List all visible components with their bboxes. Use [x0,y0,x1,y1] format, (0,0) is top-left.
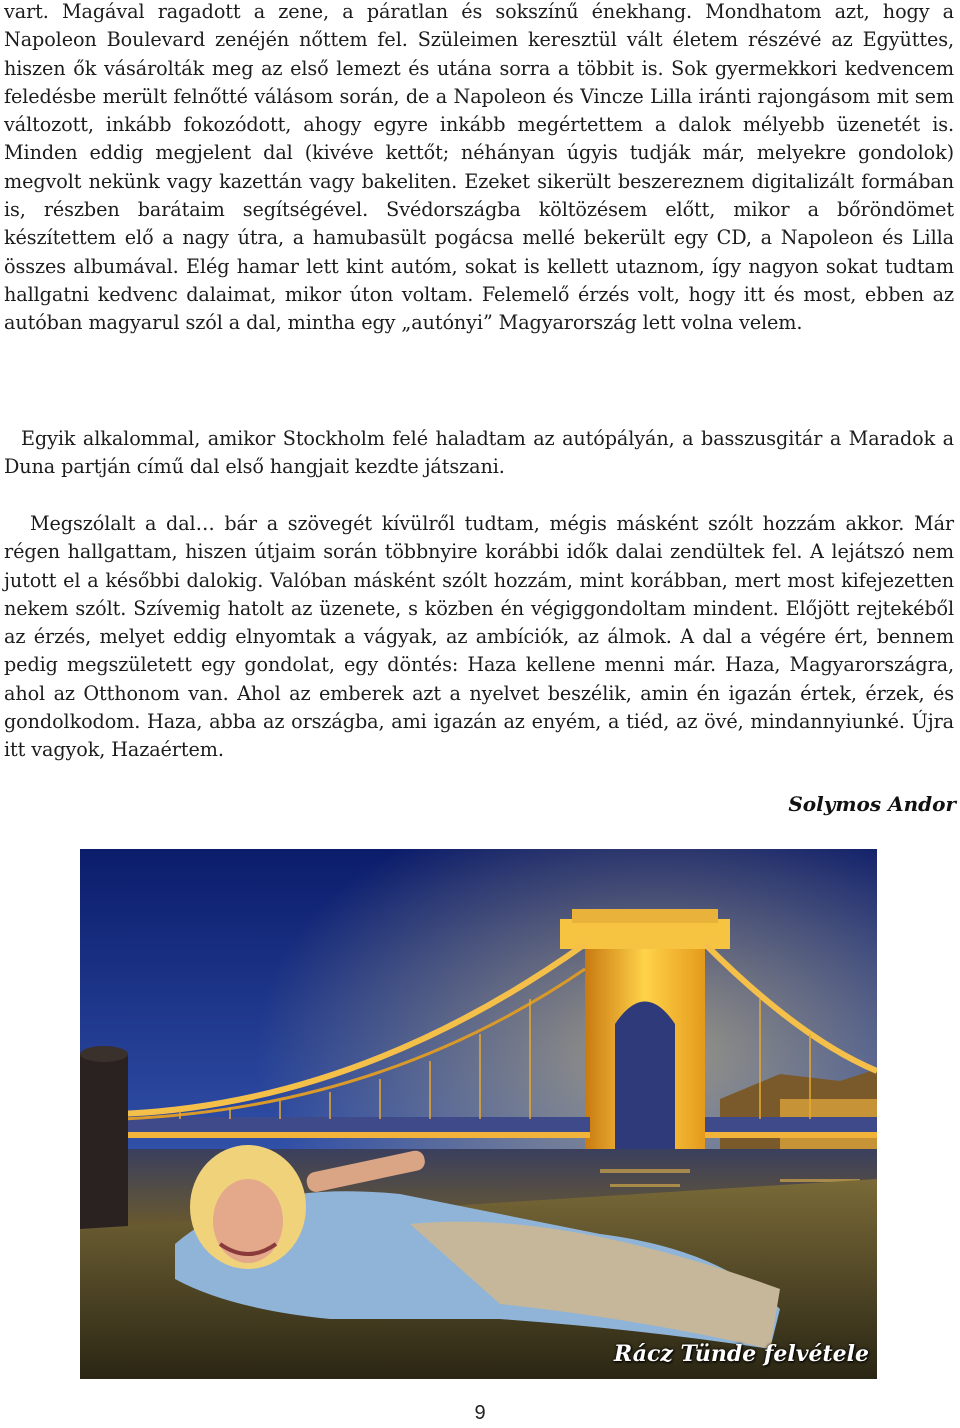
article-paragraph-1: vart. Magával ragadott a zene, a páratlan és sokszínű énekhang. Mondhatom azt, hogy a Napoleon Boulevard zenéjén nőttem fel. Szüleimen keresztül vált életem részévé az Együttes, hiszen ők vásárolták meg az első lemezt és utána sorra a többit is. Sok gyermekkori kedvencem feledésbe merült felnőtté válásom során, de a Napoleon és Vincze Lilla iránti rajongásom mit sem változott, inkább fokozódott, ahogy egyre inkább megértettem a dalok mélyebb üzenetét is. Minden eddig megjelent dal (kivéve kettőt; néhányan úgyis tudják már, melyekre gondolok) megvolt nekünk vagy kazettán vagy bakeliten. Ezeket sikerült beszereznem digitalizált formában is, részben barátaim segítségével. Svédországba költözésem előtt, mikor a bőröndömet készítettem elő a nagy útra, a hamubasült pogácsa mellé bekerült egy CD, a Napoleon és Lilla összes albumával. Elég hamar lett kint autóm, sokat is kellett utaznom, így nagyon sokat tudtam hallgatni kedvenc dalaimat, mikor úton voltam. Felemelő érzés volt, hogy itt és most, ebben az autóban magyarul szól a dal, mintha egy „autónyi” Magyarország lett volna velem. [4,0,954,335]
author-signature: Solymos Andor [788,792,956,816]
photo-illustration [80,849,877,1379]
photo-caption: Rácz Tünde felvétele [613,1341,869,1367]
article-paragraph-2: Egyik alkalommal, amikor Stockholm felé haladtam az autópályán, a basszusgitár a Maradok a Duna partján című dal első hangjait kezdte játszani. [4,427,954,479]
page-number: 9 [474,1402,486,1424]
chain-bridge-photo [80,849,877,1379]
article-paragraph-3: Megszólalt a dal… bár a szövegét kívülről tudtam, mégis másként szólt hozzám akkor. Már régen hallgattam, hiszen útjaim során többnyire korábbi idők dalai zendültek fel. A lejátszó nem jutott el a későbbi dalokig. Valóban másként szólt hozzám, mint korábban, mert most kifejezetten nekem szólt. Szívemig hatolt az üzenete, s közben én végiggondoltam mindent. Előjött rejtekéből az érzés, melyet eddig elnyomtak a vágyak, az ambíciók, az álmok. A dal a végére ért, bennem pedig megszületett egy gondolat, egy döntés: Haza kellene menni már. Haza, Magyarországra, ahol az Otthonom van. Ahol az emberek azt a nyelvet beszélik, amin én igazán értek, érzek, és gondolkodom. Haza, abba az országba, ami igazán az enyém, a tiéd, az övé, mindannyiunké. Újra itt vagyok, Hazaértem. [4,512,954,762]
